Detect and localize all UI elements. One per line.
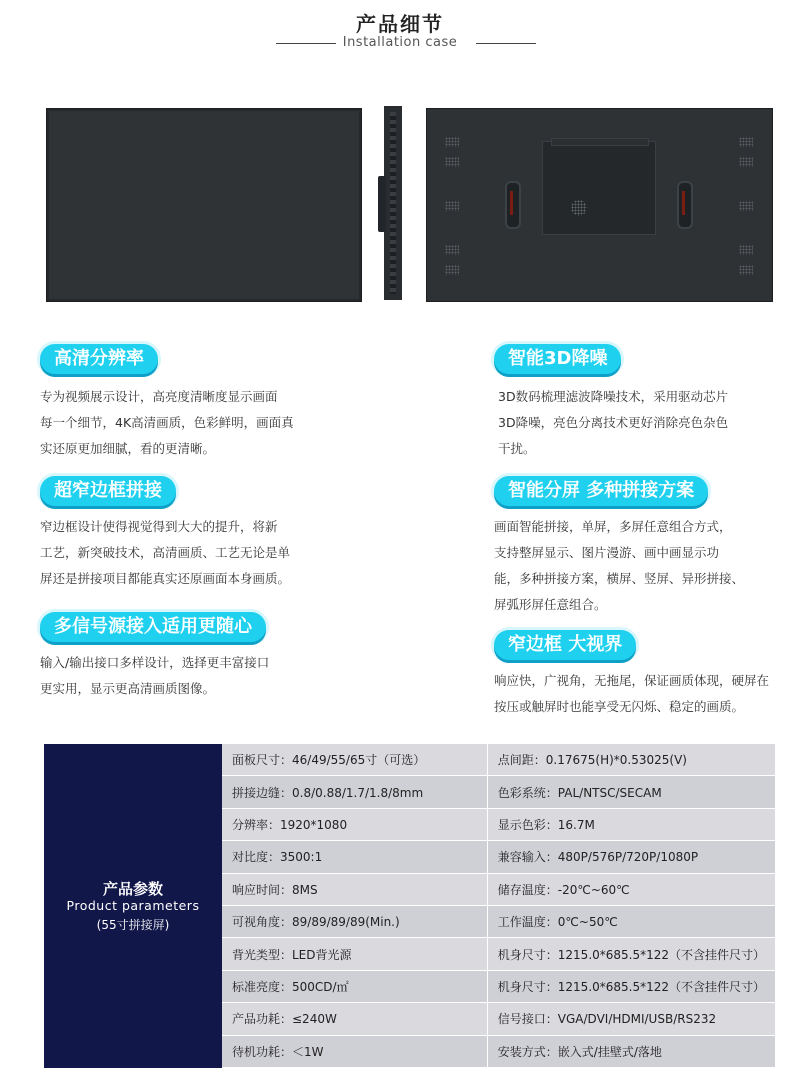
table-row	[222, 873, 776, 905]
spec-cell: 待机功耗：＜1W	[222, 1035, 487, 1067]
spec-cell: 面板尺寸：46/49/55/65寸（可选）	[222, 744, 487, 776]
vent-grid	[445, 157, 459, 167]
vent-grid	[739, 201, 753, 211]
left-handle	[505, 181, 521, 229]
table-row	[222, 905, 776, 937]
feature-title-wide-view: 窄边框 大视界	[494, 630, 636, 660]
feature-title-narrow-bezel: 超窄边框拼接	[40, 476, 176, 506]
page-title: 产品细节	[356, 12, 444, 36]
table-row	[222, 1035, 776, 1067]
spec-cell: 显示色彩：16.7M	[487, 808, 775, 840]
spec-cell: 安装方式：嵌入式/挂壁式/落地	[487, 1035, 775, 1067]
side-bracket	[378, 176, 386, 232]
page-subtitle: Installation case	[342, 35, 458, 50]
spec-cell: 标准亮度：500CD/㎡	[222, 970, 487, 1002]
right-handle	[677, 181, 693, 229]
product-front-view	[46, 108, 362, 302]
spec-cell: 可视角度：89/89/89/89(Min.)	[222, 905, 487, 937]
vent-grid	[445, 265, 459, 275]
title-rule-right	[476, 43, 536, 44]
spec-cell: 背光类型：LED背光源	[222, 938, 487, 970]
vent-grid	[739, 137, 753, 147]
spec-cell: 信号接口：VGA/DVI/HDMI/USB/RS232	[487, 1003, 775, 1035]
spec-cell: 对比度：3500:1	[222, 841, 487, 873]
spec-cell: 兼容输入：480P/576P/720P/1080P	[487, 841, 775, 873]
table-row	[222, 841, 776, 873]
table-row	[222, 1003, 776, 1035]
specs-header-panel	[44, 744, 222, 1068]
feature-text-resolution: 专为视频展示设计，高亮度清晰度显示画面 每一个细节，4K高清画质，色彩鲜明，画面真 实还原更加细腻，看的更清晰。	[40, 389, 294, 456]
table-row	[222, 808, 776, 840]
feature-text-wide-view: 响应快，广视角，无拖尾，保证画质体现，硬屏在 按压或触屏时也能享受无闪烁、稳定的画质。	[494, 673, 770, 714]
specs-title: 产品参数	[102, 880, 163, 898]
table-row	[222, 938, 776, 970]
product-side-view	[384, 106, 402, 300]
spec-cell: 机身尺寸：1215.0*685.5*122（不含挂件尺寸）	[487, 970, 775, 1002]
feature-text-3d-noise-reduction: 3D数码梳理滤波降噪技术，采用驱动芯片 3D降噪，亮色分离技术更好消除亮色杂色 干扰。	[498, 389, 729, 456]
spec-cell: 产品功耗：≤240W	[222, 1003, 487, 1035]
spec-cell: 分辨率：1920*1080	[222, 808, 487, 840]
feature-title-multi-signal: 多信号源接入适用更随心	[40, 612, 266, 642]
spec-cell: 点间距：0.17675(H)*0.53025(V)	[487, 744, 775, 776]
feature-text-multi-signal: 输入/输出接口多样设计，选择更丰富接口 更实用，显示更高清画质图像。	[40, 655, 270, 696]
specs-note: (55寸拼接屏)	[96, 918, 170, 932]
vent-grid	[739, 245, 753, 255]
feature-title-resolution: 高清分辨率	[40, 344, 158, 374]
spec-cell: 机身尺寸：1215.0*685.5*122（不含挂件尺寸）	[487, 938, 775, 970]
specs-table	[222, 744, 776, 1068]
spec-cell: 工作温度：0℃~50℃	[487, 905, 775, 937]
vent-grid	[445, 245, 459, 255]
vent-grid	[445, 137, 459, 147]
vent-grid	[739, 157, 753, 167]
spec-cell: 拼接边缝：0.8/0.88/1.7/1.8/8mm	[222, 776, 487, 808]
speaker-grille	[571, 200, 587, 216]
rear-control-box	[542, 141, 656, 235]
side-port-strip	[390, 112, 396, 294]
table-row	[222, 744, 776, 776]
feature-title-split-screen: 智能分屏 多种拼接方案	[494, 476, 708, 506]
table-row	[222, 776, 776, 808]
feature-text-split-screen: 画面智能拼接，单屏，多屏任意组合方式， 支持整屏显示、图片漫游、画中画显示功 能，多种拼接方案，横屏、竖屏、异形拼接、 屏弧形屏任意组合。	[494, 519, 745, 612]
feature-text-narrow-bezel: 窄边框设计使得视觉得到大大的提升，将新 工艺，新突破技术，高清画质、工艺无论是单 屏还是拼接项目都能真实还原画面本身画质。	[40, 519, 291, 586]
feature-title-3d-noise-reduction: 智能3D降噪	[494, 344, 621, 374]
specs-subtitle: Product parameters	[66, 898, 200, 913]
spec-cell: 响应时间：8MS	[222, 873, 487, 905]
vent-grid	[739, 265, 753, 275]
table-row	[222, 970, 776, 1002]
vent-grid	[445, 201, 459, 211]
spec-cell: 储存温度：-20℃~60℃	[487, 873, 775, 905]
product-back-view	[426, 108, 773, 302]
spec-cell: 色彩系统：PAL/NTSC/SECAM	[487, 776, 775, 808]
